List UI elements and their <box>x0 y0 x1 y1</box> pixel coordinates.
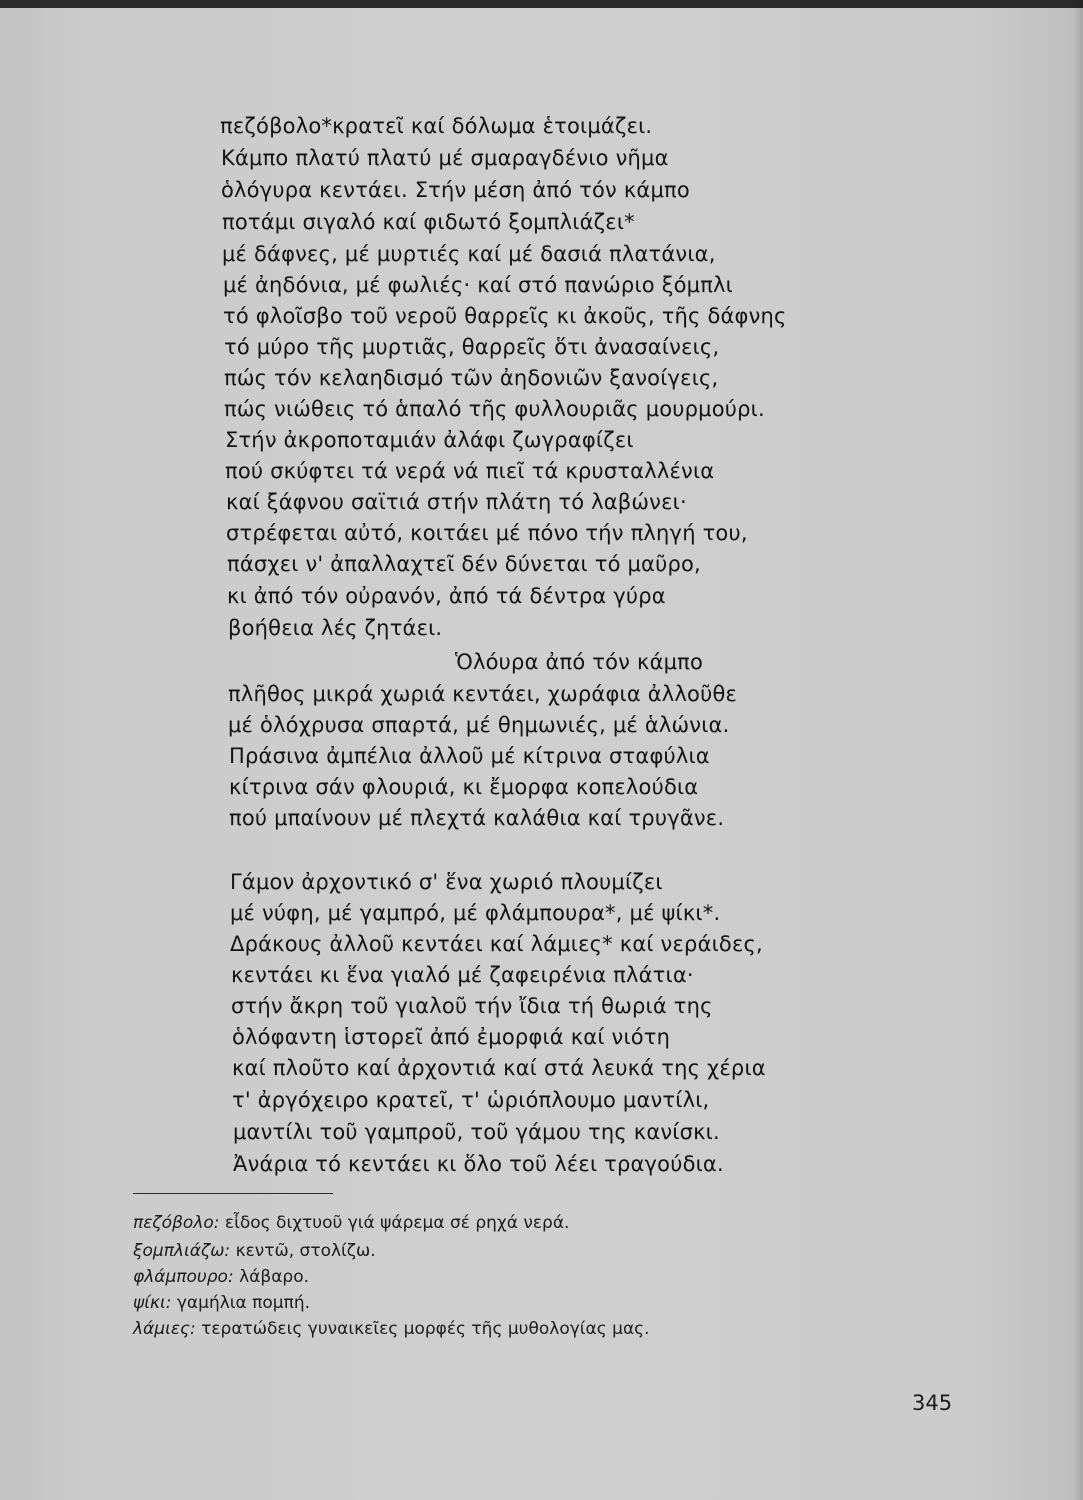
poem-line: μέ νύφη, μέ γαμπρό, μέ φλάμπουρα*, μέ ψίκι*. <box>230 901 721 925</box>
poem-line: τ' ἀργόχειρο κρατεῖ, τ' ὡριόπλουμο μαντίλι, <box>232 1088 710 1112</box>
footnote-term: πεζόβολο: <box>133 1213 220 1233</box>
poem-line: Δράκους ἀλλοῦ κεντάει καί λάμιες* καί νεράιδες, <box>230 932 763 956</box>
poem-line: μέ ὁλόχρυσα σπαρτά, μέ θημωνιές, μέ ἁλώνια. <box>228 713 730 737</box>
poem-line: Γάμον ἀρχοντικό σ' ἕνα χωριό πλουμίζει <box>230 870 663 894</box>
footnote-term: λάμιες: <box>133 1319 196 1339</box>
footnote-definition: γαμήλια πομπή. <box>171 1293 311 1313</box>
poem-line: πού σκύφτει τά νερά νά πιεῖ τά κρυσταλλένια <box>225 459 715 483</box>
footnote <box>133 1292 310 1314</box>
poem-line: βοήθεια λές ζητάει. <box>228 616 443 640</box>
poem-line: ὁλόφαντη ἱστορεῖ ἀπό ἐμορφιά καί νιότη <box>232 1025 671 1049</box>
poem-line: Ἀνάρια τό κεντάει κι ὅλο τοῦ λέει τραγούδια. <box>233 1152 724 1176</box>
footnote-term: ξομπλιάζω: <box>133 1241 231 1261</box>
footnote-divider <box>133 1193 333 1194</box>
footnote <box>133 1240 376 1262</box>
poem-line-indented: Ὁλόυρα ἀπό τόν κάμπο <box>455 650 704 674</box>
footnote-definition: τερατώδεις γυναικεῖες μορφές τῆς μυθολογίας μας. <box>195 1319 650 1339</box>
poem-line: πλῆθος μικρά χωριά κεντάει, χωράφια ἀλλοῦθε <box>228 682 738 706</box>
poem-line: τό φλοῖσβο τοῦ νεροῦ θαρρεῖς κι ἀκοῦς, τῆς δάφνης <box>223 304 787 328</box>
page-number: 345 <box>912 1391 953 1415</box>
poem-line: Πράσινα ἀμπέλια ἀλλοῦ μέ κίτρινα σταφύλια <box>229 744 710 768</box>
poem-line: πάσχει ν' ἀπαλλαχτεῖ δέν δύνεται τό μαῦρο, <box>227 552 701 576</box>
footnote-term: ψίκι: <box>133 1293 172 1313</box>
poem-line: κεντάει κι ἕνα γιαλό μέ ζαφειρένια πλάτια· <box>231 963 694 987</box>
poem-line: πού μπαίνουν μέ πλεχτά καλάθια καί τρυγᾶνε. <box>229 806 725 830</box>
poem-line: Κάμπο πλατύ πλατύ μέ σμαραγδένιο νῆμα <box>221 146 669 170</box>
poem-line: Στήν ἀκροποταμιάν ἀλάφι ζωγραφίζει <box>225 428 634 452</box>
footnote <box>133 1318 650 1340</box>
poem-line: ποτάμι σιγαλό καί φιδωτό ξομπλιάζει* <box>222 210 635 234</box>
poem-line: τό μύρο τῆς μυρτιᾶς, θαρρεῖς ὅτι ἀνασαίνεις, <box>224 335 720 359</box>
poem-line: μέ ἀηδόνια, μέ φωλιές· καί στό πανώριο ξόμπλι <box>223 273 733 297</box>
poem-line: καί ξάφνου σαϊτιά στήν πλάτη τό λαβώνει· <box>226 490 687 514</box>
poem-line: πεζόβολο*κρατεῖ καί δόλωμα ἑτοιμάζει. <box>220 114 653 138</box>
poem-line: κίτρινα σάν φλουριά, κι ἔμορφα κοπελούδια <box>229 775 699 799</box>
poem-line: μέ δάφνες, μέ μυρτιές καί μέ δασιά πλατάνια, <box>222 242 716 266</box>
poem-line: πώς νιώθεις τό ἁπαλό τῆς φυλλουριᾶς μουρμούρι. <box>224 397 765 421</box>
footnote-definition: εἶδος διχτυοῦ γιά ψάρεμα σέ ρηχά νερά. <box>219 1213 570 1233</box>
footnote-definition: λάβαρο. <box>233 1267 310 1287</box>
poem-line: μαντίλι τοῦ γαμπροῦ, τοῦ γάμου της κανίσκι. <box>233 1120 720 1144</box>
poem-line: στήν ἄκρη τοῦ γιαλοῦ τήν ἴδια τή θωριά της <box>231 994 713 1018</box>
poem-line: πώς τόν κελαηδισμό τῶν ἀηδονιῶν ξανοίγεις, <box>224 366 719 390</box>
poem-line: στρέφεται αὐτό, κοιτάει μέ πόνο τήν πληγή του, <box>226 521 748 545</box>
footnote-definition: κεντῶ, στολίζω. <box>230 1241 376 1261</box>
poem-line: καί πλοῦτο καί ἀρχοντιά καί στά λευκά της χέρια <box>232 1056 766 1080</box>
footnote-term: φλάμπουρο: <box>133 1267 234 1287</box>
poem-line: ὁλόγυρα κεντάει. Στήν μέση ἀπό τόν κάμπο <box>221 178 690 202</box>
footnote <box>133 1212 569 1234</box>
poem-line: κι ἀπό τόν οὐρανόν, ἀπό τά δέντρα γύρα <box>227 584 666 608</box>
footnote <box>133 1266 309 1288</box>
